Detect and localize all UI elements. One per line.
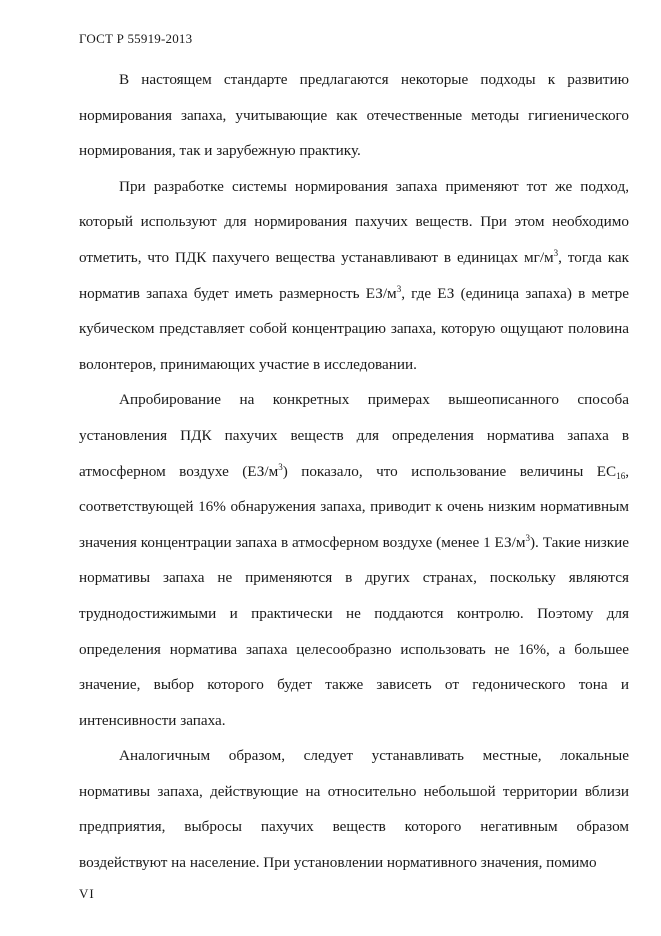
page-number: VI — [79, 886, 95, 901]
standard-header: ГОСТ Р 55919-2013 — [79, 31, 193, 46]
paragraph-3-text-d: ). Такие низкие нормативы запаха не применяются в других странах, поскольку являются труднодостижимыми и практически не поддаются контролю. Поэтому для определения норматива запаха целесообразно использовать не 16%, а большее значение, выбор которого будет также зависеть от гедонического тона и интенсивности запаха. — [79, 533, 629, 729]
document-body — [79, 62, 629, 881]
superscript-cube: 3 — [396, 283, 402, 294]
paragraph-3-text-c: , соответствующей 16% обнаружения запаха, приводит к очень низким нормативным значения концентрации запаха в атмосферном воздухе (менее 1 ЕЗ/м — [79, 462, 629, 551]
paragraph-2-text-c: , где ЕЗ (единица запаха) в метре кубическом представляет собой концентрацию запаха, которую ощущают половина волонтеров, принимающих участие в исследовании. — [79, 284, 629, 373]
paragraph-3-text-a: Апробирование на конкретных примерах вышеописанного способа установления ПДК пахучих веществ для определения норматива запаха в атмосферном воздухе (ЕЗ/м — [79, 391, 629, 480]
paragraph-3 — [79, 382, 629, 738]
paragraph-2-text-b: , тогда как норматив запаха будет иметь размерность ЕЗ/м — [79, 248, 629, 302]
paragraph-2 — [79, 169, 629, 383]
paragraph-2-text-a: При разработке системы нормирования запаха применяют тот же подход, который используют для нормирования пахучих веществ. При этом необходимо отметить, что ПДК пахучего вещества устанавливают в единицах мг/м — [79, 177, 629, 266]
superscript-cube: 3 — [525, 532, 530, 543]
subscript-ec: 16 — [616, 470, 626, 481]
paragraph-3-text-b: ) показало, что использование величины ЕС — [282, 462, 617, 480]
superscript-cube: 3 — [278, 461, 283, 472]
paragraph-1: В настоящем стандарте предлагаются некоторые подходы к развитию нормирования запаха, учитывающие как отечественные методы гигиенического нормирования, так и зарубежную практику. — [79, 71, 629, 160]
paragraph-4: Аналогичным образом, следует устанавливать местные, локальные нормативы запаха, действующие на относительно небольшой территории вблизи предприятия, выбросы пахучих веществ которого негативным образом воздействуют на население. При установлении нормативного значения, помимо — [79, 747, 629, 872]
superscript-cube: 3 — [553, 247, 559, 258]
